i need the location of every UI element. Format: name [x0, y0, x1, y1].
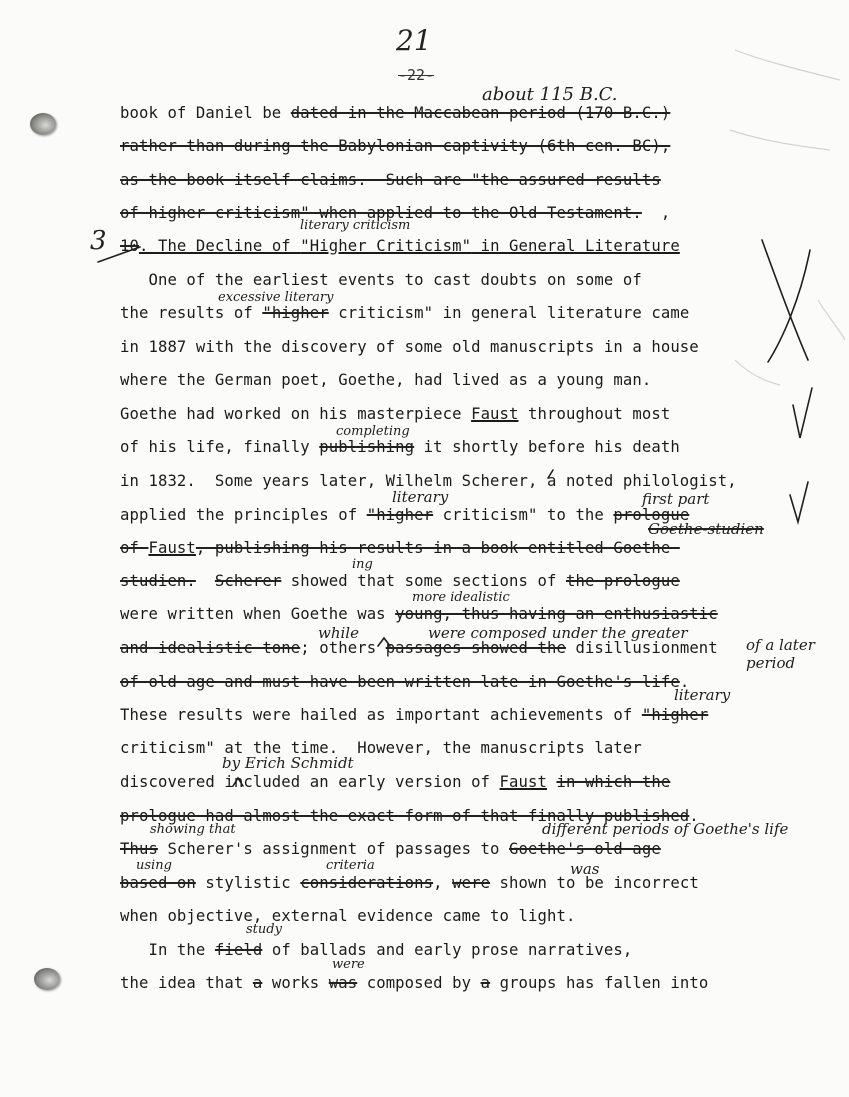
handwritten-annotation: literary	[674, 686, 731, 704]
handwritten-page-number: 21	[396, 24, 432, 57]
text-line: when objective, external evidence came to light.	[120, 907, 576, 925]
text-line: studien. Scherer showed that some sections of the prologue	[120, 572, 680, 590]
text-line: of old age and must have been written late in Goethe's life.	[120, 673, 690, 691]
text-line: as the book itself claims. Such are "the assured results	[120, 171, 661, 189]
text-line: In the field of ballads and early prose narratives,	[120, 941, 633, 959]
handwritten-annotation: ing	[352, 557, 373, 572]
handwritten-annotation: Goethe-studien	[648, 520, 764, 538]
text-line: book of Daniel be dated in the Maccabean period (170 B.C.)	[120, 104, 671, 122]
handwritten-annotation: more idealistic	[412, 590, 510, 605]
handwritten-annotation: was	[570, 860, 600, 878]
text-line: in 1887 with the discovery of some old manuscripts in a house	[120, 338, 699, 356]
section-number-typed: 10	[120, 237, 139, 255]
handwritten-annotation: first part	[642, 490, 710, 508]
handwritten-annotation: different periods of Goethe's life	[542, 820, 789, 838]
handwritten-annotation: of a later period	[746, 636, 815, 672]
text-line: of his life, finally publishing it shortly before his death	[120, 438, 680, 456]
check-mark	[793, 388, 812, 438]
handwritten-annotation: using	[136, 858, 172, 873]
handwritten-annotation: criteria	[326, 858, 375, 873]
text-line: discovered included an early version of Faust in which the	[120, 773, 671, 791]
text-line: applied the principles of "higher criticism" to the prologue	[120, 506, 690, 524]
handwritten-annotation: were	[332, 957, 365, 972]
handwritten-annotation: study	[246, 922, 282, 937]
handwritten-annotation: while	[318, 624, 359, 642]
text-line: of Faust, publishing his results in a book entitled Goethe-	[120, 539, 680, 557]
punch-hole	[30, 113, 56, 135]
text-line: criticism" at the time. However, the manuscripts later	[120, 739, 642, 757]
handwritten-annotation: by Erich Schmidt	[222, 754, 354, 772]
typed-page-number: -22-	[398, 66, 435, 84]
text-line: rather than during the Babylonian captivity (6th cen. BC),	[120, 137, 671, 155]
text-line: where the German poet, Goethe, had lived as a young man.	[120, 371, 652, 389]
handwritten-annotation: were composed under the greater	[428, 624, 688, 642]
handwritten-annotation: about 115 B.C.	[482, 84, 618, 105]
handwritten-annotation: completing	[336, 424, 410, 439]
text-line: One of the earliest events to cast doubts on some of	[120, 271, 642, 289]
handwritten-annotation: showing that	[150, 822, 236, 837]
text-line: were written when Goethe was young, thus having an enthusiastic	[120, 605, 718, 623]
punch-hole	[34, 968, 60, 990]
x-mark-stroke	[762, 240, 808, 360]
text-line: and idealistic tone; others passages showed the disillusionment	[120, 639, 718, 657]
handwritten-section-number: 3	[90, 226, 107, 256]
text-line: in 1832. Some years later, Wilhelm Scherer, a noted philologist,	[120, 472, 737, 490]
section-heading: 10. The Decline of "Higher Criticism" in General Literature	[120, 237, 680, 255]
handwritten-annotation: excessive literary	[218, 290, 334, 305]
x-mark-stroke	[768, 250, 810, 362]
handwritten-annotation: literary criticism	[300, 218, 411, 233]
text-line: the results of "higher criticism" in general literature came	[120, 304, 690, 322]
bleed-through	[730, 50, 845, 385]
handwritten-annotation: literary	[392, 488, 449, 506]
text-line: the idea that a works was composed by a groups has fallen into	[120, 974, 709, 992]
text-line: Thus Scherer's assignment of passages to Goethe's old age	[120, 840, 661, 858]
check-mark	[790, 482, 808, 522]
text-line: based on stylistic considerations, were shown to be incorrect	[120, 874, 699, 892]
text-line: Goethe had worked on his masterpiece Faust throughout most	[120, 405, 671, 423]
text-line: prologue had almost the exact form of that finally published.	[120, 807, 699, 825]
text-line: These results were hailed as important achievements of "higher	[120, 706, 709, 724]
text-line: of higher criticism" when applied to the Old Testament. ,	[120, 204, 671, 222]
